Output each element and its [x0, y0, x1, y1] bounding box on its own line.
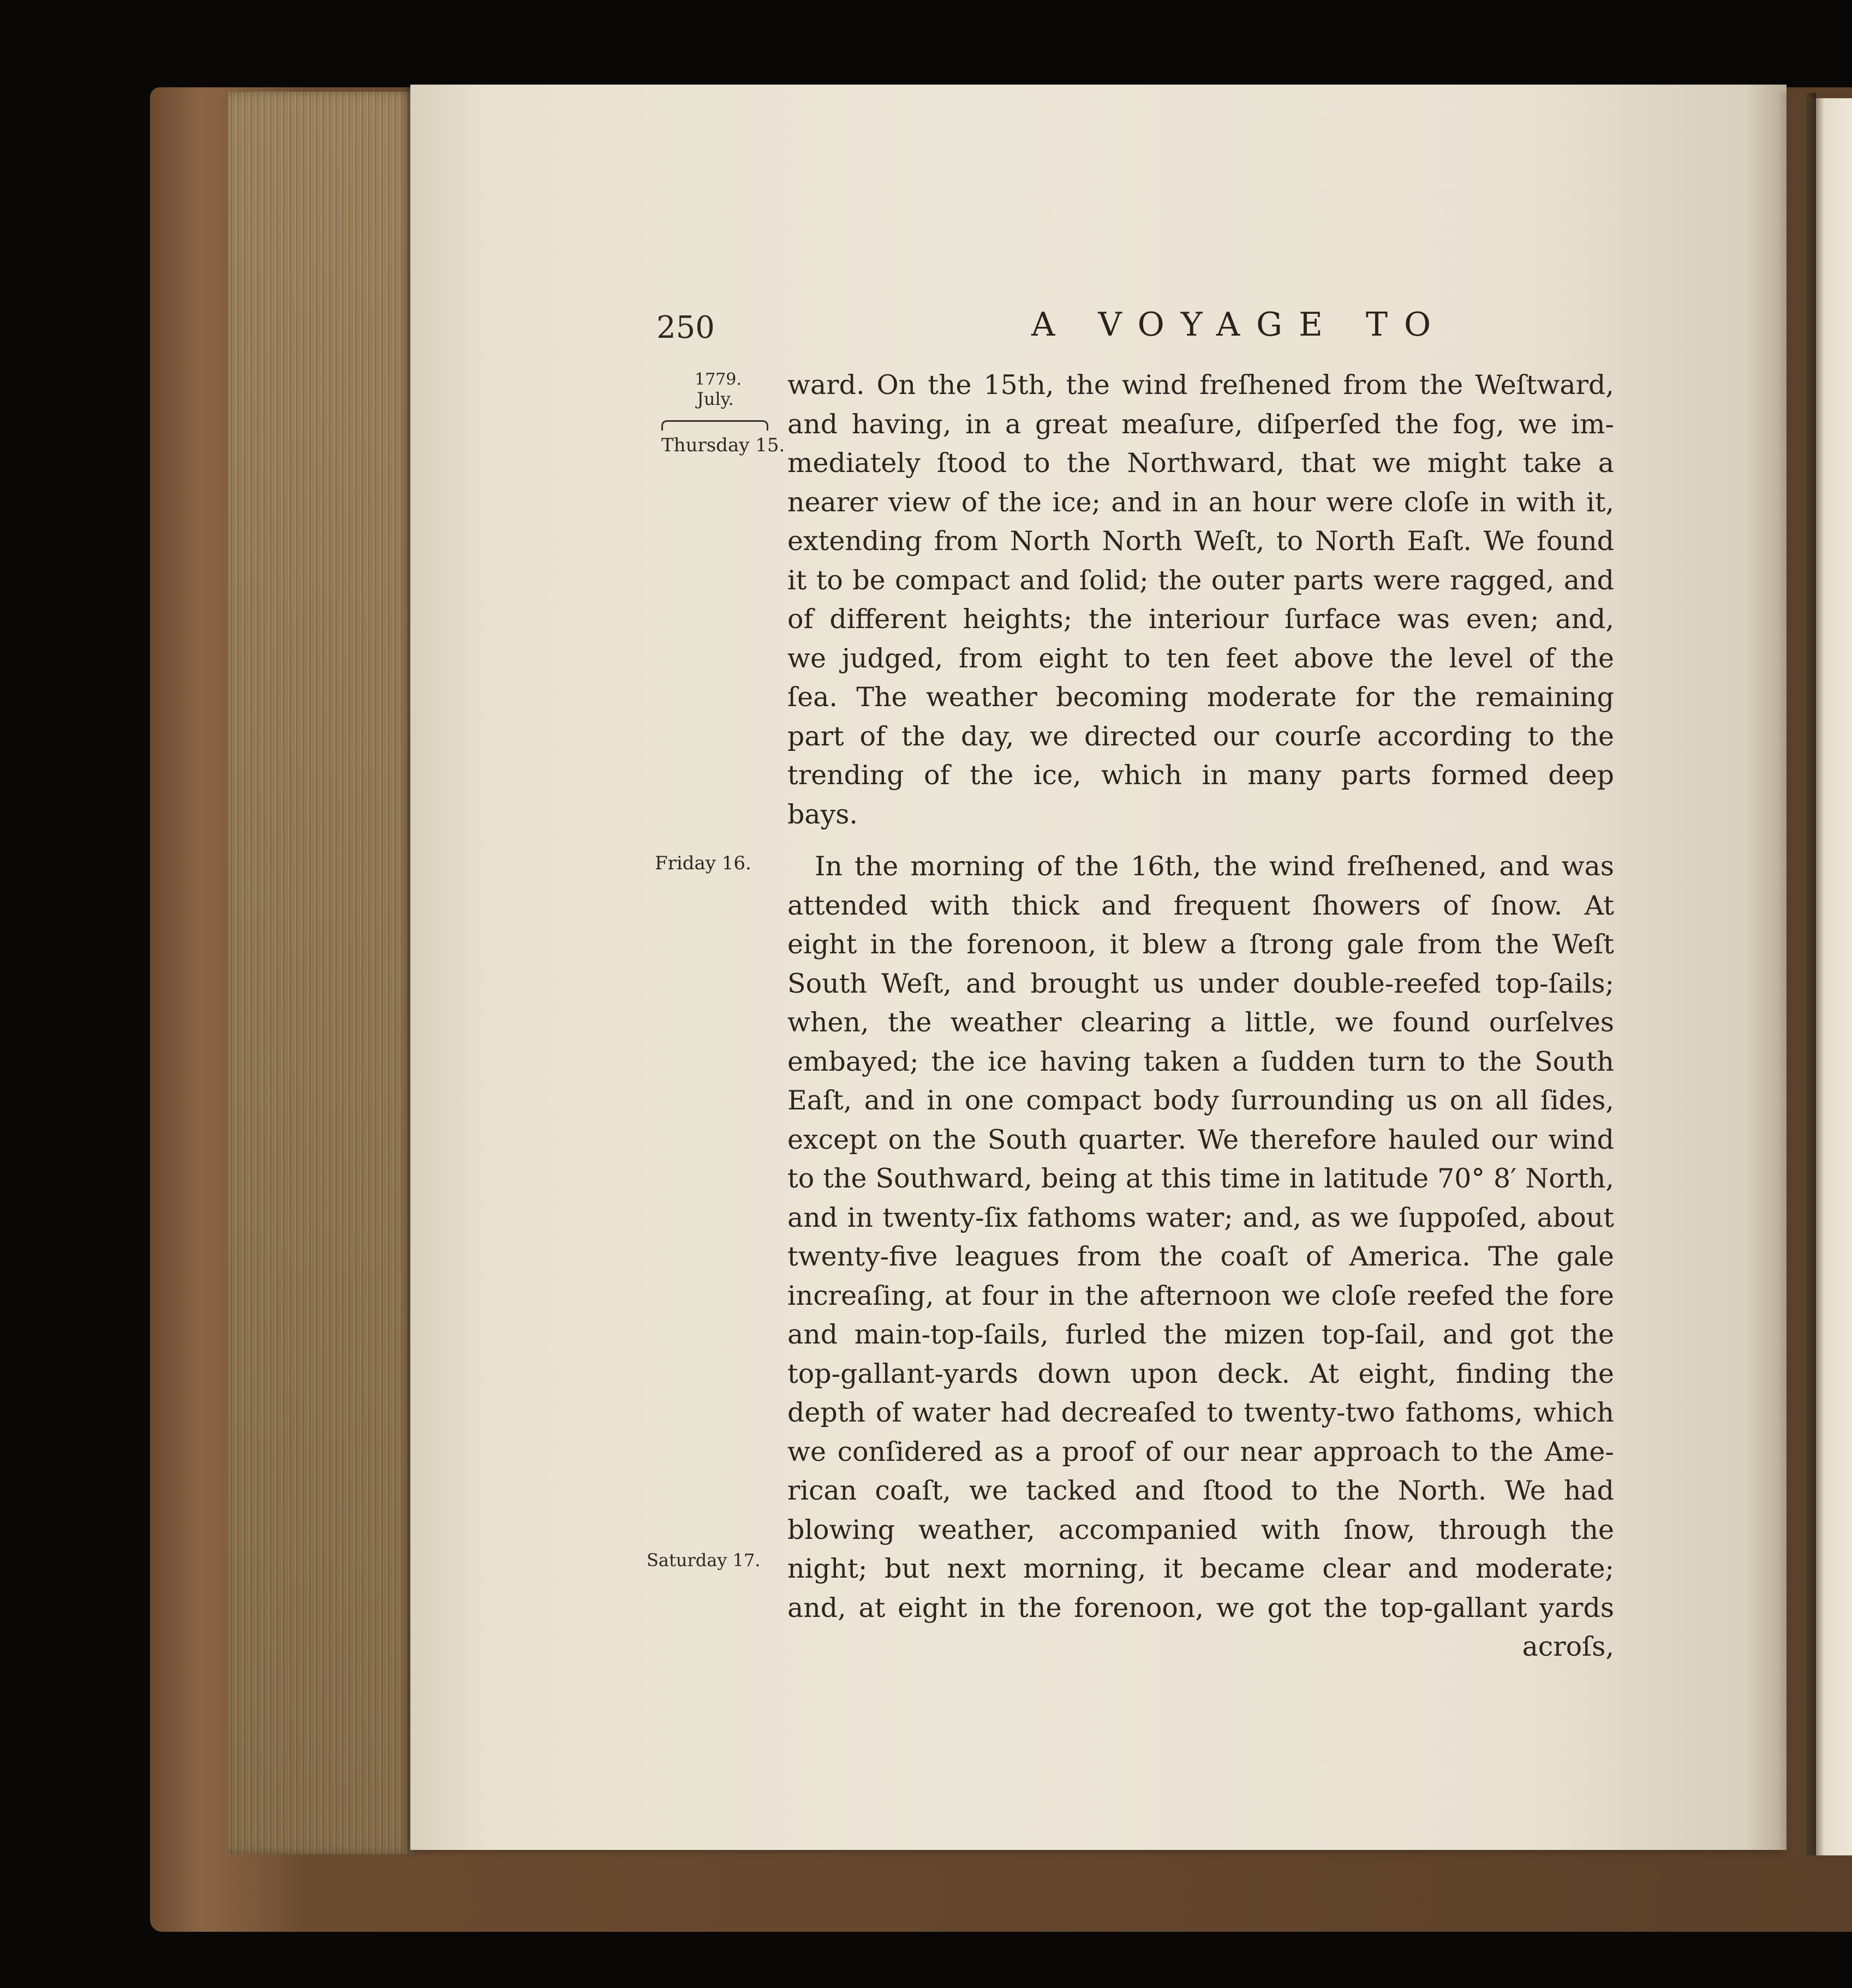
text-line: top-gallant-yards down upon deck. At eight, finding the: [787, 1358, 1614, 1389]
text-line: South Weſt, and brought us under double-reefed top-ſails;: [787, 968, 1614, 999]
text-line: night; but next morning, it became clear and moderate;: [787, 1553, 1614, 1584]
text-line: we judged, from eight to ten feet above the level of the: [787, 642, 1614, 674]
text-line: depth of water had decreaſed to twenty-two fathoms, which: [787, 1397, 1614, 1428]
text-line: attended with thick and frequent ſhowers of ſnow. At: [787, 889, 1614, 921]
text-line: rican coaſt, we tacked and ſtood to the North. We had: [787, 1475, 1614, 1506]
running-title: A VOYAGE TO: [1031, 306, 1448, 344]
margin-note-friday: Friday 16.: [655, 852, 751, 874]
margin-note-saturday: Saturday 17.: [647, 1550, 761, 1571]
running-head: [0, 306, 1852, 360]
text-line: trending of the ice, which in many parts formed deep: [787, 760, 1614, 791]
text-line: except on the South quarter. We therefore hauled our wind: [787, 1124, 1614, 1155]
text-line: ward. On the 15th, the wind freſhened from the Weſtward,: [787, 369, 1614, 401]
text-line: it to be compact and ſolid; the outer parts were ragged, and: [787, 564, 1614, 596]
margin-date-brace: [661, 420, 768, 431]
margin-note-month: July.: [697, 389, 734, 409]
text-line: In the morning of the 16th, the wind freſhened, and was: [815, 851, 1614, 882]
margin-note-thursday: Thursday 15.: [661, 434, 785, 456]
text-line: and having, in a great meaſure, diſperſed the fog, we im-: [787, 408, 1614, 440]
text-line: increaſing, at four in the afternoon we cloſe reefed the fore: [787, 1280, 1614, 1311]
text-line: mediately ſtood to the Northward, that we might take a: [787, 447, 1614, 479]
text-line: to the Southward, being at this time in latitude 70° 8′ North,: [787, 1163, 1614, 1194]
text-line: part of the day, we directed our courſe according to the: [787, 720, 1614, 752]
catchword: acroſs,: [1522, 1631, 1614, 1662]
text-line: nearer view of the ice; and in an hour were cloſe in with it,: [787, 486, 1614, 518]
text-line: extending from North North Weſt, to North Eaſt. We found: [787, 526, 1614, 557]
paragraph-gap: [787, 834, 1614, 847]
margin-note-year: 1779.: [695, 370, 742, 389]
text-line: bays.: [787, 798, 858, 830]
text-line: eight in the forenoon, it blew a ſtrong gale from the Weſt: [787, 929, 1614, 960]
page-number: 250: [656, 310, 715, 345]
text-line: when, the weather clearing a little, we found ourſelves: [787, 1007, 1614, 1038]
body-text: [787, 366, 1614, 1667]
text-line: twenty-five leagues from the coaſt of America. The gale: [787, 1241, 1614, 1272]
text-line: and main-top-ſails, furled the mizen top-ſail, and got the: [787, 1319, 1614, 1350]
text-line: Eaſt, and in one compact body ſurrounding us on all ſides,: [787, 1085, 1614, 1116]
text-line: and in twenty-ſix fathoms water; and, as we ſuppoſed, about: [787, 1202, 1614, 1233]
text-line: we conſidered as a proof of our near approach to the Ame-: [787, 1436, 1614, 1467]
text-line: of different heights; the interiour ſurface was even; and,: [787, 604, 1614, 635]
text-line: ſea. The weather becoming moderate for the remaining: [787, 682, 1614, 713]
text-line: embayed; the ice having taken a ſudden turn to the South: [787, 1046, 1614, 1077]
text-line: blowing weather, accompanied with ſnow, through the: [787, 1514, 1614, 1545]
text-line: and, at eight in the forenoon, we got the top-gallant yards: [787, 1592, 1614, 1623]
